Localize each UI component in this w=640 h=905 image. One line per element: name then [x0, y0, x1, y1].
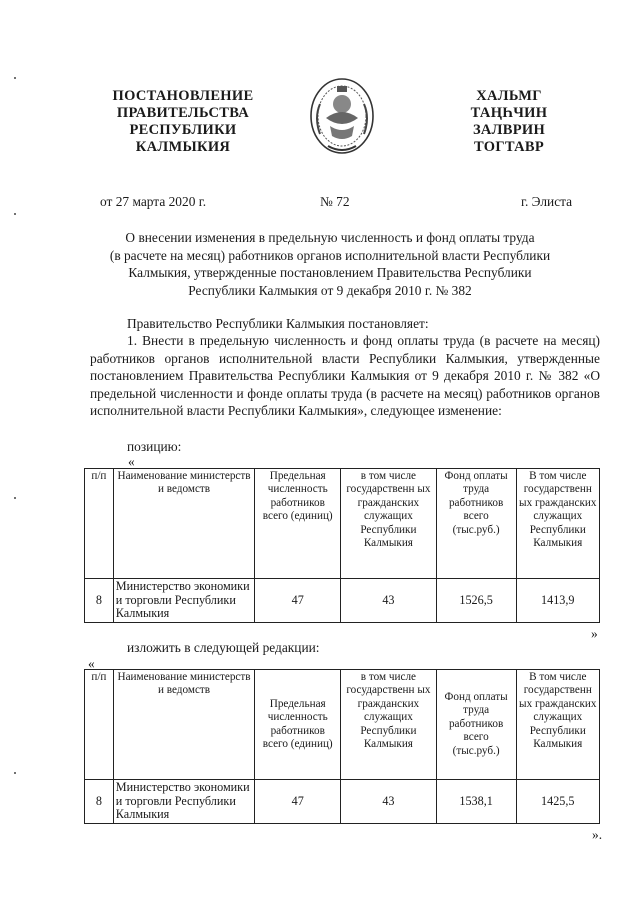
col-header-civil: в том числе государственн ых гражданских служащих Республики Калмыкия	[341, 469, 437, 579]
position-table-new	[84, 669, 600, 824]
col-header-name: Наименование министерств и ведомств	[113, 469, 255, 579]
header-left-line: ПОСТАНОВЛЕНИЕ	[112, 88, 254, 104]
table-row	[85, 780, 600, 824]
col-header-staff: Предельная численность работников всего (единиц)	[255, 469, 341, 579]
decree-city: г. Элиста	[521, 194, 573, 209]
title-line: О внесении изменения в предельную численность и фонд оплаты труда	[125, 230, 535, 245]
title-line: (в расчете на месяц) работников органов исполнительной власти Республики	[109, 247, 551, 263]
title-line: Калмыкия, утвержденные постановлением Правительства Республики	[128, 265, 532, 280]
position-label: позицию:	[127, 439, 182, 454]
header-right-line: ХАЛЬМГ	[476, 88, 542, 104]
cell-staff: 47	[255, 780, 341, 824]
cell-civil: 43	[341, 780, 437, 824]
cell-num: 8	[85, 579, 114, 623]
col-header-name: Наименование министерств и ведомств	[113, 670, 255, 780]
open-quote-2: «	[88, 656, 95, 671]
header-left-line: РЕСПУБЛИКИ	[129, 122, 237, 138]
cell-name: Министерство экономики и торговли Республики Калмыкия	[113, 579, 255, 623]
header-left	[95, 88, 271, 156]
replace-label: изложить в следующей редакции:	[127, 640, 320, 655]
header-right-line: ТАҢҺЧИН	[470, 105, 548, 121]
cell-civil: 43	[341, 579, 437, 623]
col-header-civil: в том числе государственн ых гражданских служащих Республики Калмыкия	[341, 670, 437, 780]
scan-speck	[14, 213, 16, 215]
scan-speck	[14, 77, 16, 79]
header-right	[444, 88, 574, 156]
col-header-payroll: Фонд оплаты труда работников всего (тыс.руб.)	[436, 670, 516, 780]
col-header-staff: Предельная численность работников всего (единиц)	[255, 670, 341, 780]
cell-payroll: 1538,1	[436, 780, 516, 824]
header-left-line: ПРАВИТЕЛЬСТВА	[116, 105, 250, 121]
cell-payroll-civil: 1413,9	[516, 579, 599, 623]
header-left-line: КАЛМЫКИЯ	[135, 139, 231, 155]
cell-staff: 47	[255, 579, 341, 623]
col-header-num: п/п	[85, 670, 114, 780]
scan-speck	[14, 772, 16, 774]
cell-payroll: 1526,5	[436, 579, 516, 623]
col-header-payroll-civil: В том числе государственн ых гражданских служащих Республики Калмыкия	[516, 670, 599, 780]
decree-number: № 72	[320, 194, 350, 209]
close-quote-1: »	[591, 626, 598, 641]
cell-payroll-civil: 1425,5	[516, 780, 599, 824]
emblem	[306, 74, 378, 164]
header-right-line: ТОГТАВР	[473, 139, 545, 155]
decree-intro: Правительство Республики Калмыкия постановляет:	[127, 316, 429, 331]
header-right-line: ЗАЛВРИН	[472, 122, 546, 138]
cell-num: 8	[85, 780, 114, 824]
decree-title	[60, 229, 600, 299]
close-quote-2: ».	[592, 827, 603, 842]
open-quote-1: «	[128, 454, 135, 469]
col-header-payroll: Фонд оплаты труда работников всего (тыс.руб.)	[436, 469, 516, 579]
title-line: Республики Калмыкия от 9 декабря 2010 г. № 382	[188, 282, 472, 298]
col-header-payroll-civil: В том числе государственн ых гражданских служащих Республики Калмыкия	[516, 469, 599, 579]
decree-date: от 27 марта 2020 г.	[100, 194, 207, 209]
decree-item-1: 1. Внести в предельную численность и фонд оплаты труда (в расчете на месяц) работников органов исполнительной власти Республики Калмыкия, утвержденные постановлением Правительства Республики Калмыкия от 9 декабря 2010 г. № 382 «О предельной численности и фонде оплаты труда (в расчете на месяц) работников органов исполнительной власти Республики Калмыкия», следующее изменение:	[90, 333, 600, 418]
table-row	[85, 579, 600, 623]
cell-name: Министерство экономики и торговли Республики Калмыкия	[113, 780, 255, 824]
emblem-icon	[306, 74, 378, 164]
col-header-num: п/п	[85, 469, 114, 579]
scan-speck	[14, 497, 16, 499]
position-table-old	[84, 468, 600, 623]
